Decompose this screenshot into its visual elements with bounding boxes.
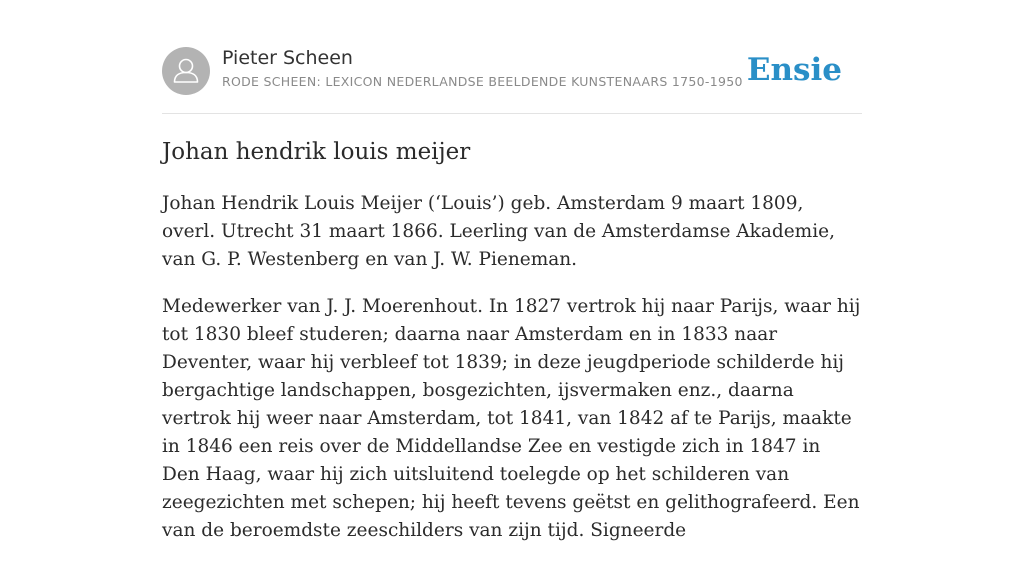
article-paragraph: Medewerker van J. J. Moerenhout. In 1827 vertrok hij naar Parijs, waar hij tot 1830 bleef studeren; daarna naar Amsterdam en in 1833 naar Deventer, waar hij verbleef tot 1839; in deze jeugdperiode schilderde hij bergachtige landschappen, bosgezichten, ijsvermaken enz., daarna vertrok hij weer naar Amsterdam, tot 1841, van 1842 af te Parijs, maakte in 1846 een reis over de Middellandse Zee en vestigde zich in 1847 in Den Haag, waar hij zich uitsluitend toelegde op het schilderen van zeegezichten met schepen; hij heeft tevens geëtst en gelithografeerd. Een van de beroemdste zeeschilders van zijn tijd. Signeerde [162, 296, 861, 541]
brand-logo[interactable]: Ensie [746, 52, 842, 88]
article-body [162, 190, 862, 564]
source-name[interactable]: RODE SCHEEN: LEXICON NEDERLANDSE BEELDENDE KUNSTENAARS 1750-1950 [222, 74, 743, 89]
user-avatar-icon[interactable] [162, 47, 210, 95]
article-paragraph: Johan Hendrik Louis Meijer (‘Louis’) geb. Amsterdam 9 maart 1809, overl. Utrecht 31 maart 1866. Leerling van de Amsterdamse Akademie, van G. P. Westenberg en van J. W. Pieneman. [162, 193, 835, 270]
article-header [162, 46, 862, 96]
article-title: Johan hendrik louis meijer [162, 139, 471, 165]
header-divider [162, 113, 862, 114]
author-name[interactable]: Pieter Scheen [222, 47, 353, 69]
